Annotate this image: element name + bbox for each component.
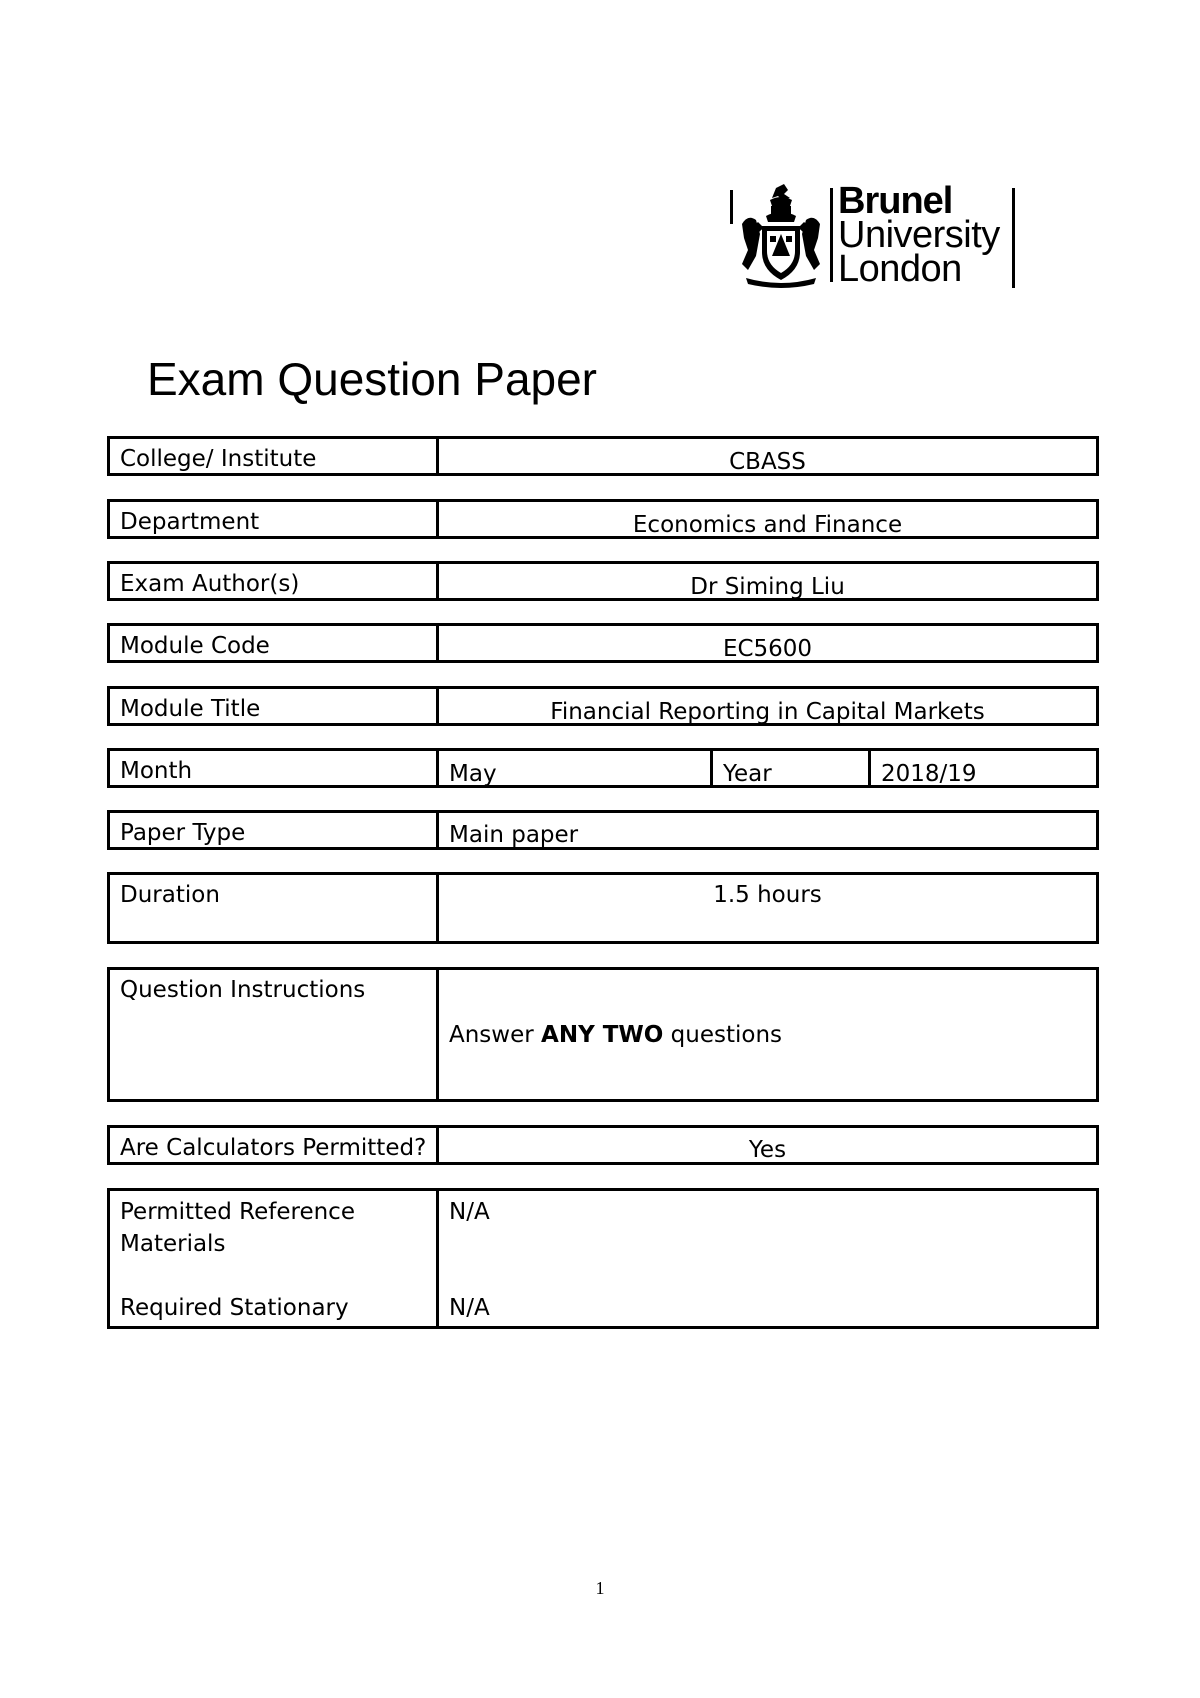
row-reference-stationary bbox=[107, 1188, 1099, 1329]
stationary-value: N/A bbox=[449, 1295, 490, 1321]
reference-value-cell bbox=[439, 1188, 1099, 1329]
reference-value: N/A bbox=[449, 1199, 490, 1225]
college-value: CBASS bbox=[439, 436, 1099, 476]
module-code-value: EC5600 bbox=[439, 623, 1099, 663]
year-label: Year bbox=[713, 748, 871, 788]
row-college bbox=[107, 436, 1099, 476]
module-title-label: Module Title bbox=[107, 686, 439, 726]
row-calculators bbox=[107, 1125, 1099, 1165]
instructions-suffix: questions bbox=[663, 1021, 783, 1048]
module-title-value: Financial Reporting in Capital Markets bbox=[439, 686, 1099, 726]
coat-of-arms-icon bbox=[740, 184, 822, 288]
module-code-label: Module Code bbox=[107, 623, 439, 663]
row-month-year bbox=[107, 748, 1099, 788]
logo-line-university: University bbox=[838, 214, 1000, 256]
instructions-label: Question Instructions bbox=[107, 967, 439, 1102]
department-label: Department bbox=[107, 499, 439, 539]
paper-type-label: Paper Type bbox=[107, 810, 439, 850]
calculators-label: Are Calculators Permitted? bbox=[107, 1125, 439, 1165]
paper-type-value: Main paper bbox=[439, 810, 1099, 850]
logo-line-brunel: Brunel bbox=[838, 180, 953, 222]
row-department bbox=[107, 499, 1099, 539]
stationary-label: Required Stationary bbox=[120, 1295, 349, 1321]
page-number: 1 bbox=[595, 1578, 605, 1598]
month-value: May bbox=[439, 748, 713, 788]
reference-label-line2: Materials bbox=[120, 1231, 226, 1257]
year-value: 2018/19 bbox=[871, 748, 1099, 788]
instructions-value bbox=[439, 967, 1099, 1102]
month-label: Month bbox=[107, 748, 439, 788]
logo-line-london: London bbox=[838, 248, 962, 290]
logo-divider-left bbox=[730, 190, 733, 224]
college-label: College/ Institute bbox=[107, 436, 439, 476]
logo-divider-mid bbox=[830, 188, 833, 282]
instructions-emphasis: ANY TWO bbox=[541, 1021, 664, 1048]
department-value: Economics and Finance bbox=[439, 499, 1099, 539]
duration-label: Duration bbox=[107, 872, 439, 944]
reference-label-line1: Permitted Reference bbox=[120, 1199, 355, 1225]
row-duration bbox=[107, 872, 1099, 944]
reference-label-cell bbox=[107, 1188, 439, 1329]
instructions-prefix: Answer bbox=[449, 1021, 542, 1048]
authors-value: Dr Siming Liu bbox=[439, 561, 1099, 601]
duration-value: 1.5 hours bbox=[439, 872, 1099, 944]
page-title: Exam Question Paper bbox=[147, 353, 598, 405]
logo-wordmark bbox=[838, 180, 1000, 290]
row-instructions bbox=[107, 967, 1099, 1102]
row-authors bbox=[107, 561, 1099, 601]
row-paper-type bbox=[107, 810, 1099, 850]
logo-divider-right bbox=[1012, 188, 1015, 288]
calculators-value: Yes bbox=[439, 1125, 1099, 1165]
authors-label: Exam Author(s) bbox=[107, 561, 439, 601]
row-module-title bbox=[107, 686, 1099, 726]
row-module-code bbox=[107, 623, 1099, 663]
